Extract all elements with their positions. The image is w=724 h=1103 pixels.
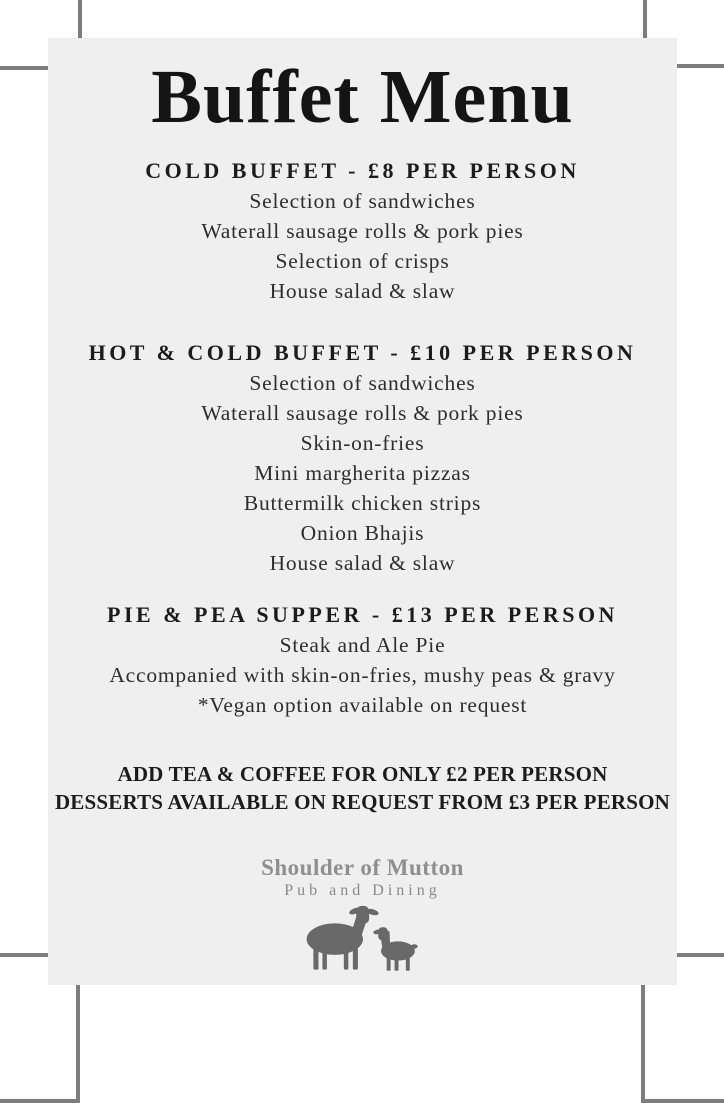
brand-block: [48, 854, 677, 977]
section-heading: PIE & PEA SUPPER - £13 PER PERSON: [107, 601, 618, 627]
brand-tagline: Pub and Dining: [284, 881, 441, 899]
footer-notes: [48, 760, 677, 816]
menu-item: House salad & slaw: [269, 550, 456, 575]
section-pie-and-pea-supper: [48, 600, 677, 720]
menu-item: Mini margherita pizzas: [254, 460, 471, 485]
menu-item: *Vegan option available on request: [197, 692, 528, 717]
menu-item: Selection of sandwiches: [249, 188, 476, 213]
section-heading: COLD BUFFET - £8 PER PERSON: [145, 157, 580, 183]
menu-item: Buttermilk chicken strips: [243, 490, 482, 515]
menu-item: Accompanied with skin-on-fries, mushy peas & gravy: [109, 662, 616, 687]
menu-item: Waterall sausage rolls & pork pies: [201, 400, 524, 425]
footer-note: DESSERTS AVAILABLE ON REQUEST FROM £3 PER PERSON: [54, 789, 671, 814]
menu-item: Waterall sausage rolls & pork pies: [201, 218, 524, 243]
menu-item: Onion Bhajis: [300, 520, 425, 545]
section-cold-buffet: [48, 156, 677, 306]
menu-item: Selection of sandwiches: [249, 370, 476, 395]
menu-panel: [48, 38, 677, 985]
menu-item: Steak and Ale Pie: [279, 632, 446, 657]
brand-name: Shoulder of Mutton: [261, 854, 464, 880]
sheep-and-lamb-icon: [48, 904, 677, 977]
page-title: Buffet Menu: [151, 55, 574, 139]
menu-item: Skin-on-fries: [300, 430, 425, 455]
menu-item: House salad & slaw: [269, 278, 456, 303]
section-heading: HOT & COLD BUFFET - £10 PER PERSON: [88, 339, 637, 365]
footer-note: ADD TEA & COFFEE FOR ONLY £2 PER PERSON: [117, 761, 608, 786]
menu-item: Selection of crisps: [275, 248, 450, 273]
section-hot-and-cold-buffet: [48, 338, 677, 578]
